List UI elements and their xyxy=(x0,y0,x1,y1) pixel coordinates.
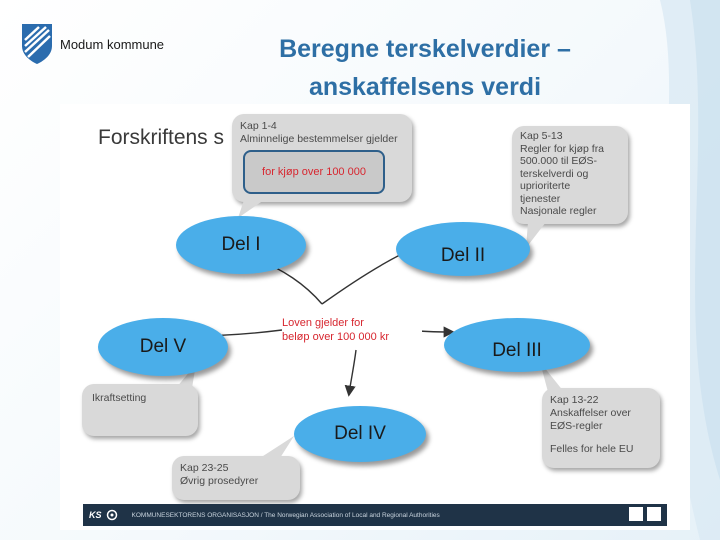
org-logo xyxy=(20,22,164,66)
page-title xyxy=(230,30,620,106)
footer-badge: KS xyxy=(89,510,102,520)
node-del-3: Del III xyxy=(444,318,590,372)
coat-of-arms-icon xyxy=(20,22,54,66)
arrow-to-del2 xyxy=(322,250,410,304)
gear-icon xyxy=(106,509,118,521)
callout-kap13-22: Kap 13-22 Anskaffelser over EØS-regler Felles for hele EU xyxy=(542,388,660,468)
title-line-2: anskaffelsens verdi xyxy=(308,73,542,101)
node-del-2: Del II xyxy=(396,222,530,276)
footer-bar xyxy=(83,504,667,526)
arrow-to-del4 xyxy=(349,350,356,394)
org-name: Modum kommune xyxy=(60,36,165,52)
node-del-5: Del V xyxy=(98,318,228,376)
footer-logo xyxy=(629,507,661,521)
footer-logo-mark-1 xyxy=(629,507,643,521)
node-del-1: Del I xyxy=(176,216,306,274)
callout-pointer-kap23-25 xyxy=(256,436,296,458)
callout-kap5-13: Kap 5-13 Regler for kjøp fra 500.000 til EØS- terskelverdi og uprioriterte tjenester Nasjonale regler xyxy=(512,126,628,224)
diagram-heading: Forskriftens s xyxy=(98,126,225,149)
footer-text: KOMMUNESEKTORENS ORGANISASJON / The Norwegian Association of Local and Regional Authorities xyxy=(131,511,440,519)
node-del-4: Del IV xyxy=(294,406,426,462)
diagram-panel xyxy=(60,104,690,530)
threshold-note-box xyxy=(243,150,385,194)
callout-kap23-25: Kap 23-25 Øvrig prosedyrer xyxy=(172,456,300,500)
callout-kap1-4: Kap 1-4 Alminnelige bestemmelser gjelder xyxy=(232,114,412,202)
center-note: Loven gjelder for beløp over 100 000 kr xyxy=(282,316,422,344)
footer-logo-mark-2 xyxy=(647,507,661,521)
threshold-note-text: for kjøp over 100 000 xyxy=(262,166,366,178)
title-line-1: Beregne terskelverdier – xyxy=(279,35,571,63)
callout-ikraftsetting: Ikraftsetting xyxy=(82,384,198,436)
